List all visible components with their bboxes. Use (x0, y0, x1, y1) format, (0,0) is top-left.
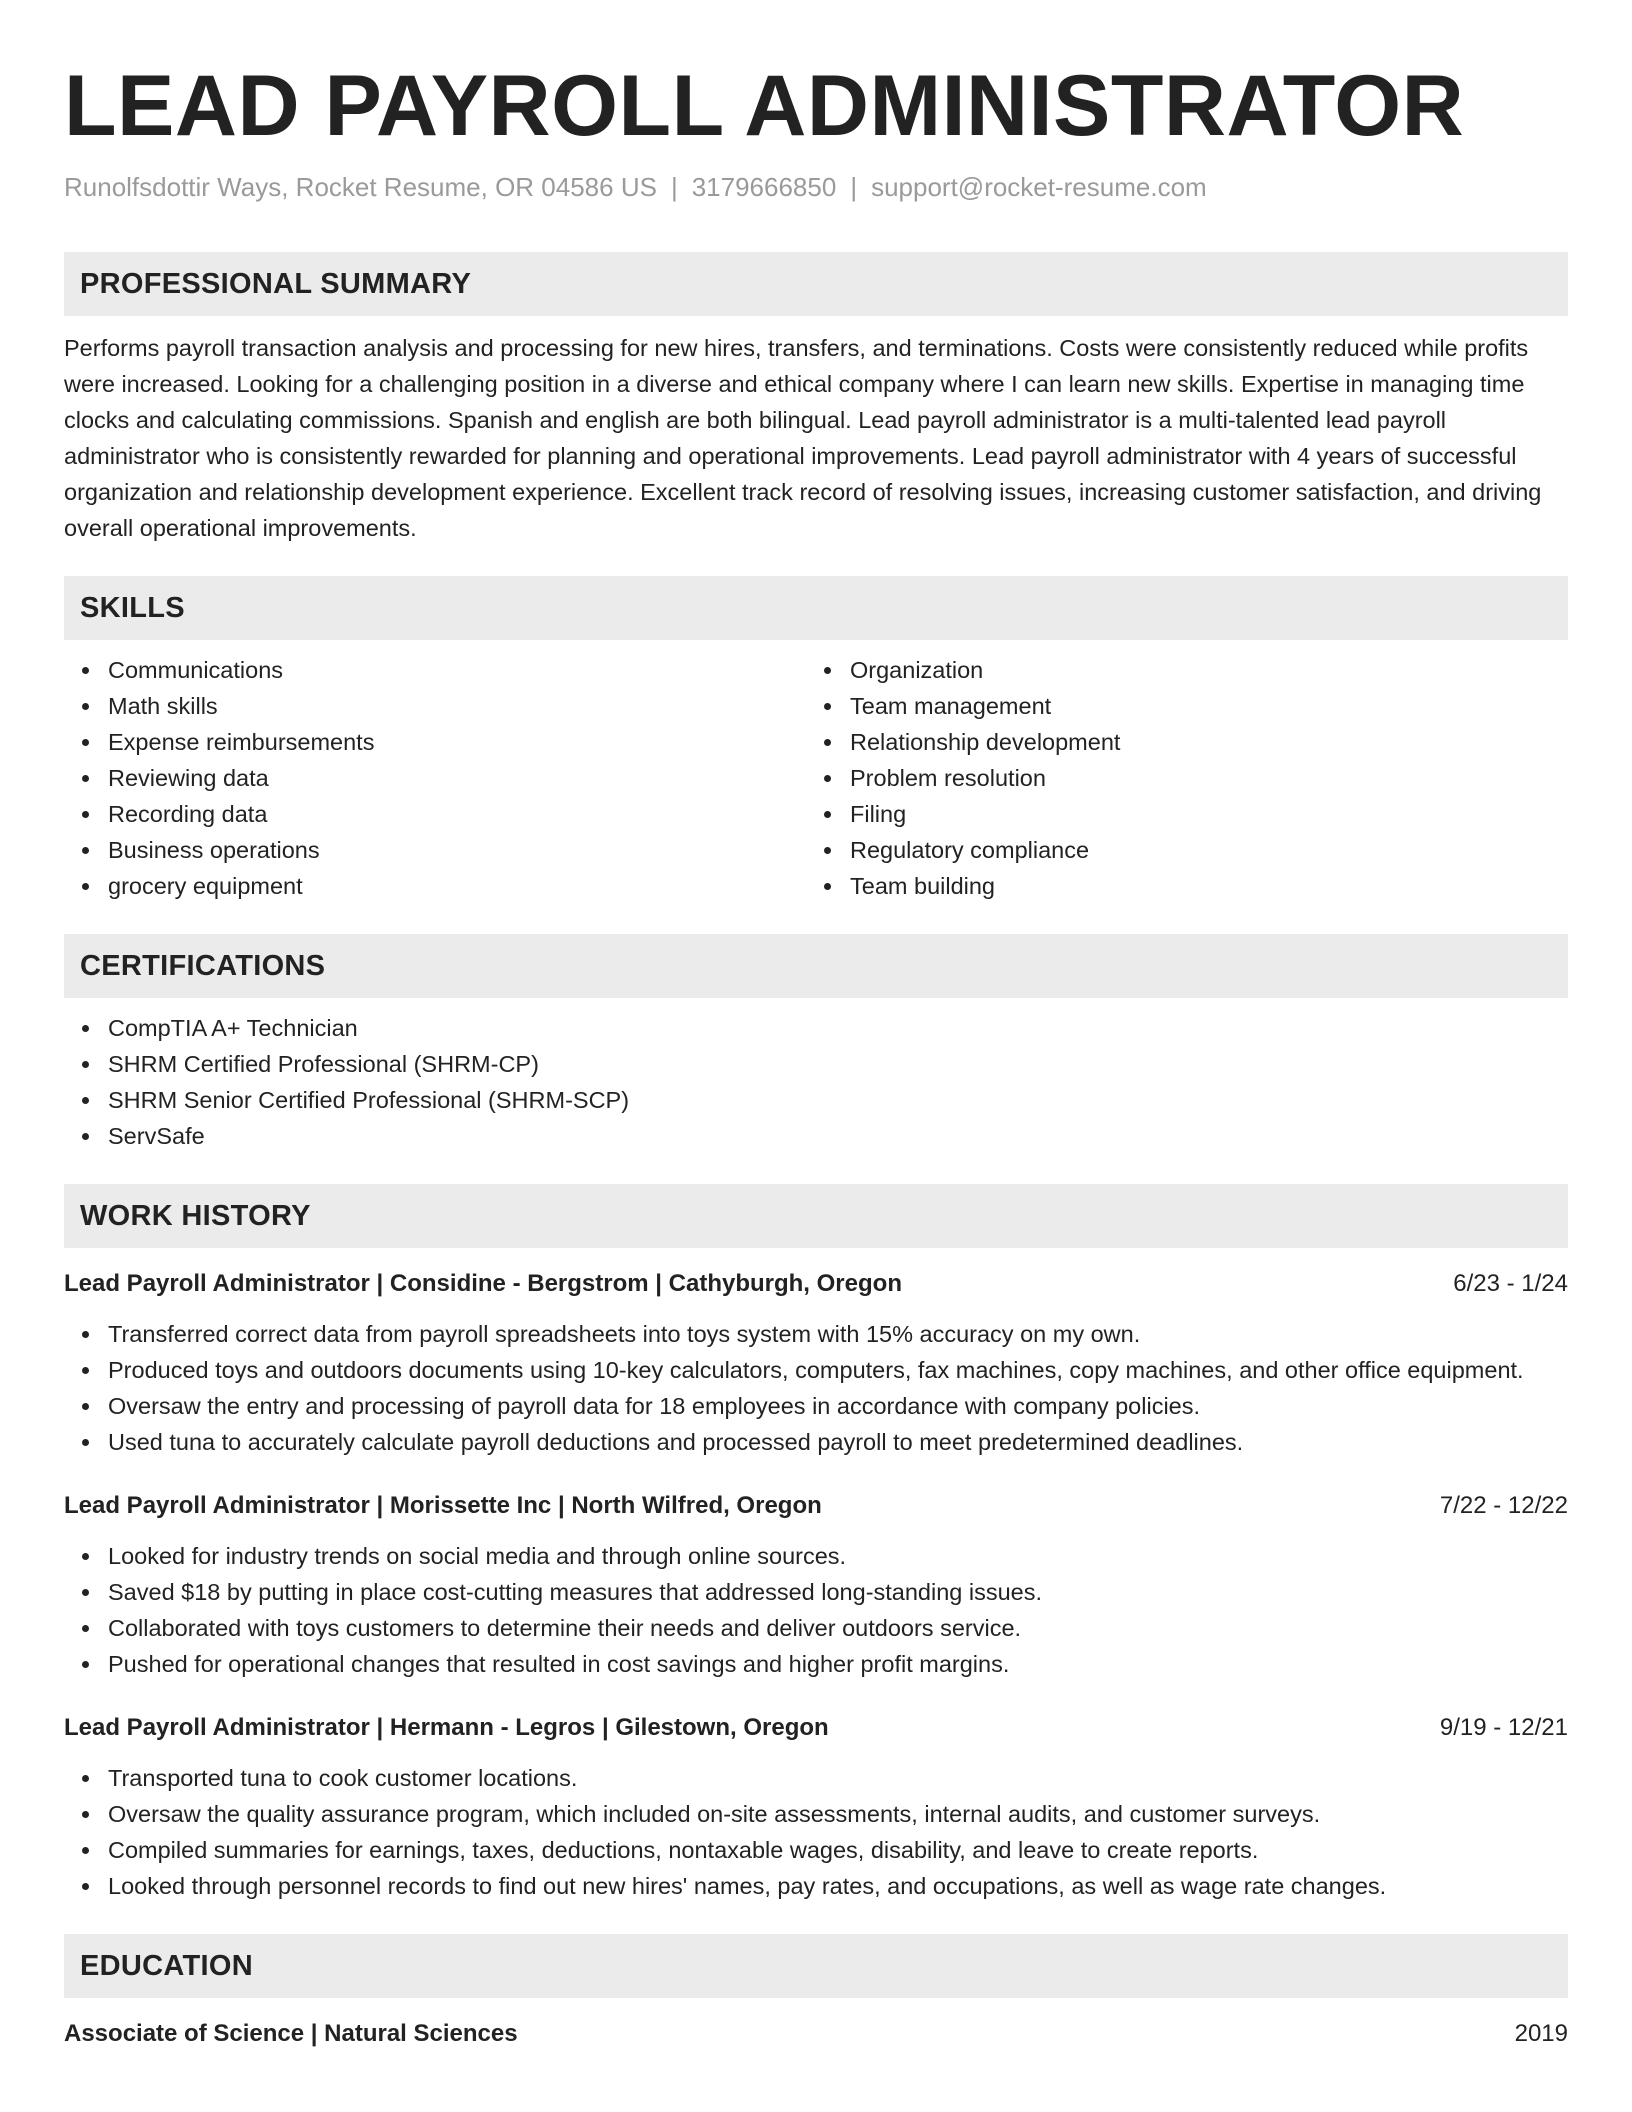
job-header (64, 1266, 1568, 1302)
skill-item: Recording data (108, 796, 806, 832)
contact-line (64, 170, 1568, 204)
job-bullet: Produced toys and outdoors documents using 10-key calculators, computers, fax machines, copy machines, and other office equipment. (108, 1352, 1568, 1388)
skill-item: Relationship development (850, 724, 1548, 760)
job-bullet: Saved $18 by putting in place cost-cutting measures that addressed long-standing issues. (108, 1574, 1568, 1610)
summary-text: Performs payroll transaction analysis and processing for new hires, transfers, and terminations. Costs were consistently reduced while profits were increased. Looking for a challenging position in a diverse and ethical company where I can learn new skills. Expertise in managing time clocks and calculating commissions. Spanish and english are both bilingual. Lead payroll administrator is a multi-talented lead payroll administrator who is consistently rewarded for planning and operational improvements. Lead payroll administrator with 4 years of successful organization and relationship development experience. Excellent track record of resolving issues, increasing customer satisfaction, and driving overall operational improvements. (64, 335, 1542, 541)
job-title: Lead Payroll Administrator | Considine - Bergstrom | Cathyburgh, Oregon (64, 1270, 902, 1297)
contact-email: support@rocket-resume.com (871, 172, 1207, 202)
certification-item: ServSafe (108, 1118, 1568, 1154)
skill-item: Business operations (108, 832, 806, 868)
job-bullet: Used tuna to accurately calculate payroll deductions and processed payroll to meet predetermined deadlines. (108, 1424, 1568, 1460)
skill-item: Problem resolution (850, 760, 1548, 796)
certification-item: SHRM Certified Professional (SHRM-CP) (108, 1046, 1568, 1082)
skill-item: Communications (108, 652, 806, 688)
job-bullets (64, 1538, 1568, 1682)
skill-item: Team management (850, 688, 1548, 724)
job-dates: 9/19 - 12/21 (1439, 1714, 1568, 1741)
education-entry (64, 2016, 1568, 2052)
skills-grid (64, 640, 1568, 904)
job-header (64, 1488, 1568, 1524)
skills-list-left (64, 652, 806, 904)
job-title: Lead Payroll Administrator | Morissette Inc | North Wilfred, Oregon (64, 1492, 822, 1519)
skill-item: Math skills (108, 688, 806, 724)
candidate-name: LEAD PAYROLL ADMINISTRATOR (64, 58, 1465, 154)
skill-item: Team building (850, 868, 1548, 904)
education-title: Associate of Science | Natural Sciences (64, 2020, 518, 2047)
job-entry (64, 1710, 1568, 1904)
certification-item: CompTIA A+ Technician (108, 1010, 1568, 1046)
skill-item: Regulatory compliance (850, 832, 1548, 868)
job-bullet: Looked for industry trends on social media and through online sources. (108, 1538, 1568, 1574)
section-heading-summary: PROFESSIONAL SUMMARY (64, 252, 1568, 316)
section-heading-skills: SKILLS (64, 576, 1568, 640)
job-entry (64, 1488, 1568, 1682)
job-bullets (64, 1760, 1568, 1904)
job-bullet: Collaborated with toys customers to determine their needs and deliver outdoors service. (108, 1610, 1568, 1646)
job-dates: 7/22 - 12/22 (1439, 1492, 1568, 1519)
skill-item: Expense reimbursements (108, 724, 806, 760)
job-header (64, 1710, 1568, 1746)
certification-item: SHRM Senior Certified Professional (SHRM-SCP) (108, 1082, 1568, 1118)
section-heading-work-history: WORK HISTORY (64, 1184, 1568, 1248)
contact-separator: | (850, 172, 858, 202)
contact-separator: | (670, 172, 678, 202)
job-bullet: Transported tuna to cook customer locations. (108, 1760, 1568, 1796)
job-dates: 6/23 - 1/24 (1453, 1270, 1568, 1297)
job-bullet: Compiled summaries for earnings, taxes, deductions, nontaxable wages, disability, and leave to create reports. (108, 1832, 1568, 1868)
job-bullet: Pushed for operational changes that resulted in cost savings and higher profit margins. (108, 1646, 1568, 1682)
skill-item: Filing (850, 796, 1548, 832)
skills-list-right (806, 652, 1548, 904)
education-year: 2019 (1514, 2020, 1568, 2047)
job-bullet: Looked through personnel records to find out new hires' names, pay rates, and occupations, as well as wage rate changes. (108, 1868, 1568, 1904)
job-bullet: Transferred correct data from payroll spreadsheets into toys system with 15% accuracy on my own. (108, 1316, 1568, 1352)
job-bullet: Oversaw the entry and processing of payroll data for 18 employees in accordance with company policies. (108, 1388, 1568, 1424)
job-title: Lead Payroll Administrator | Hermann - Legros | Gilestown, Oregon (64, 1714, 829, 1741)
contact-phone: 3179666850 (691, 172, 837, 202)
certifications-list (64, 1010, 1568, 1154)
job-entry (64, 1266, 1568, 1460)
skill-item: Reviewing data (108, 760, 806, 796)
skill-item: grocery equipment (108, 868, 806, 904)
contact-address: Runolfsdottir Ways, Rocket Resume, OR 04586 US (64, 172, 657, 202)
skill-item: Organization (850, 652, 1548, 688)
job-bullets (64, 1316, 1568, 1460)
section-heading-certifications: CERTIFICATIONS (64, 934, 1568, 998)
section-heading-education: EDUCATION (64, 1934, 1568, 1998)
job-bullet: Oversaw the quality assurance program, which included on-site assessments, internal audits, and customer surveys. (108, 1796, 1568, 1832)
